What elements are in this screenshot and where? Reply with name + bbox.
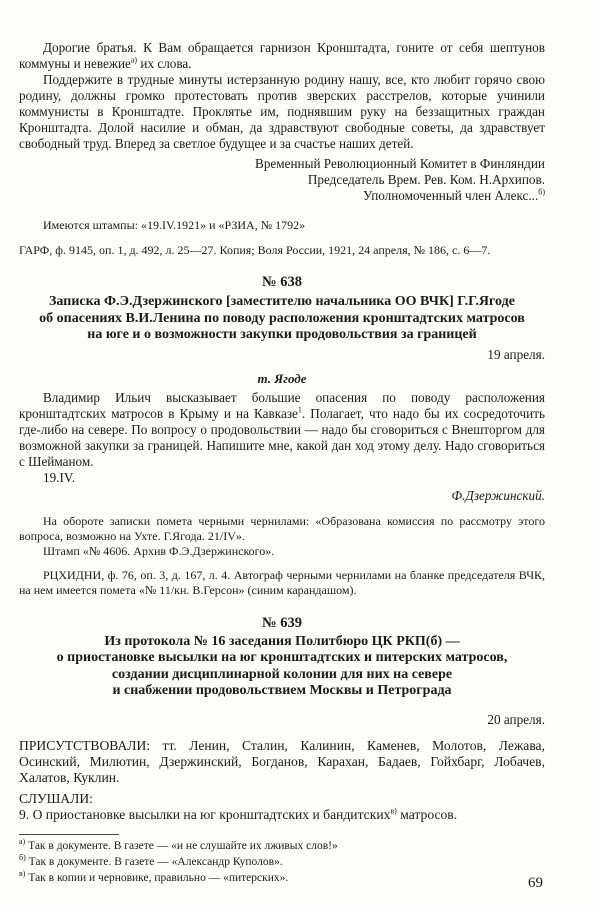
title-line: на юге и о возможности закупки продовольствия за границей	[87, 327, 477, 342]
note-body	[19, 390, 545, 470]
heard-heading: СЛУШАЛИ:	[19, 790, 93, 806]
document-date: 20 апреля.	[487, 711, 545, 727]
note-date: 19.IV.	[43, 469, 75, 485]
footnotes	[19, 838, 545, 886]
footnote	[19, 854, 545, 870]
archive-source: РЦХИДНИ, ф. 76, оп. 3, д. 167, л. 4. Автограф черными чернилами на бланке председателя ВЧК, на нем имеется помета «№ 11/кн. В.Герсон» (синим карандашом).	[19, 567, 545, 597]
text: Дорогие братья. К Вам обращается гарнизон Кронштадта, гоните от себя шептунов коммуны и невежие	[19, 40, 545, 71]
footnote-text: Так в документе. В газете — «и не слушайте их лживых слов!»	[28, 839, 338, 852]
signature-member	[19, 188, 545, 204]
text: ГАРФ, ф. 9145, оп. 1, д. 492, л. 25—27. Копия; Воля России, 1921, 24 апреля, № 186, с. 6—7.	[19, 243, 491, 257]
text: . Полагает, что надо бы их сосредоточить где-либо на севере. По вопросу о продовольствии — надо бы сговориться с Внешторгом для возможной закупки за границей. Напишите мне, какой дан ход этому делу. Надо сговориться с Шейманом.	[19, 405, 546, 469]
text: их слова.	[137, 56, 192, 71]
footnote-ref-v: в)	[390, 805, 397, 815]
title-line: об опасениях В.И.Ленина по поводу расположения кронштадтских матросов	[39, 310, 525, 326]
signature-committee: Временный Революционный Комитет в Финляндии	[255, 156, 545, 171]
footnote-mark: в)	[19, 868, 26, 878]
footnote-ref-a: а)	[130, 55, 138, 65]
title-line: Из протокола № 16 заседания Политбюро ЦК РКП(б) —	[104, 633, 460, 649]
attendees: ПРИСУТСТВОВАЛИ: тт. Ленин, Сталин, Калинин, Каменев, Молотов, Лежава, Осинский, Милютин, Дзержинский, Богданов, Карахан, Бадаев, Гойхбарг, Лобачев, Халатов, Куклин.	[19, 737, 545, 785]
document-page	[19, 0, 545, 886]
document-title	[19, 634, 545, 700]
reverse-note: На обороте записки помета черными чернилами: «Образована комиссия по рассмотру этого вопроса, возможно на Ухте. Г.Ягода. 21/IV».	[19, 513, 545, 543]
footnote-ref-1: 1	[297, 405, 302, 415]
agenda-item-9	[19, 807, 545, 823]
title-line: Записка Ф.Э.Дзержинского [заместителю начальника ОО ВЧК] Г.Г.Ягоде	[49, 294, 515, 309]
footnote-ref-b: б)	[538, 187, 545, 197]
archive-source	[19, 243, 545, 258]
signature-dzerzhinsky: Ф.Дзержинский.	[451, 487, 545, 503]
signature-chairman: Председатель Врем. Рев. Ком. Н.Архипов.	[307, 172, 545, 187]
text: 9. О приостановке высылки на юг кронштадтских и бандитских	[19, 806, 391, 822]
document-date: 19 апреля.	[487, 346, 545, 362]
footnote	[19, 870, 545, 886]
appeal-paragraph-2: Поддержите в трудные минуты истерзанную родину нашу, все, кто любит горячо свою родину, должны громко протестовать против зверских расстрелов, которые учинили коммунисты в Кронштадте. Проклятье им, поднявшим руку на беззащитных граждан Кронштадта. Долой насилие и обман, да здравствуют свободные советы, да здравствует свободный труд. Вперед за светлое будущее и за счастье наших детей.	[19, 72, 545, 151]
footnote-mark: б)	[19, 852, 26, 862]
title-line: создании дисциплинарной колонии для них на севере	[111, 666, 453, 682]
title-line: и снабжении продовольствием Москвы и Петрограда	[112, 683, 452, 698]
footnote-divider	[19, 834, 119, 835]
appeal-paragraph-1	[19, 40, 545, 72]
footnote-text: Так в копии и черновике, правильно — «питерских».	[28, 871, 289, 884]
document-number: № 639	[262, 614, 302, 631]
text: Владимир Ильич высказывает большие опасения по поводу расположения кронштадтских матросов в Крыму и на Кавказе	[19, 389, 545, 421]
document-title	[19, 294, 545, 344]
stamps-note: Имеются штампы: «19.IV.1921» и «РЗИА, № 1792»	[43, 218, 306, 232]
stamp-note: Штамп «№ 4606. Архив Ф.Э.Дзержинского».	[43, 543, 275, 558]
footnote	[19, 838, 545, 854]
text: матросов.	[396, 806, 458, 822]
addressee: т. Ягоде	[257, 370, 307, 386]
document-number: № 638	[262, 274, 302, 290]
title-line: о приостановке высылки на юг кронштадтских и питерских матросов,	[56, 650, 508, 665]
text: Уполномоченный член Алекс...	[363, 188, 539, 203]
footnote-mark: а)	[19, 836, 26, 846]
page-number: 69	[528, 875, 543, 891]
footnote-text: Так в документе. В газете — «Александр Куполов».	[28, 855, 283, 868]
